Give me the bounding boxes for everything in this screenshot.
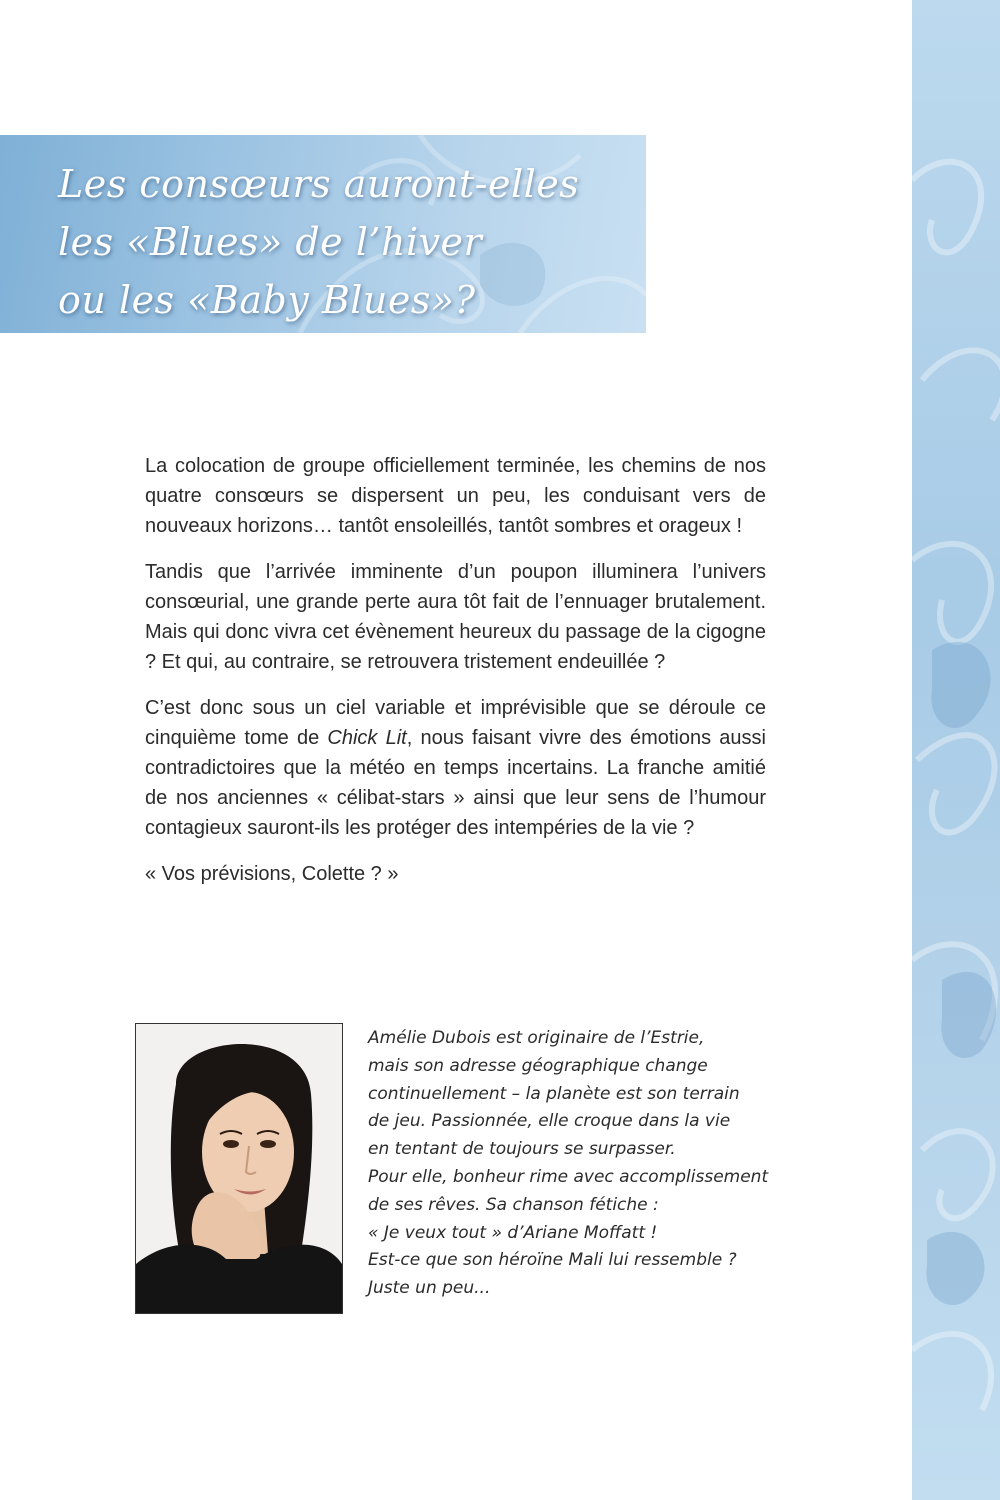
synopsis-quote: « Vos prévisions, Colette ? » [145, 863, 399, 885]
bio-line: mais son adresse géographique change [368, 1055, 708, 1076]
decorative-spine [912, 0, 1000, 1500]
synopsis [145, 451, 766, 905]
synopsis-paragraph [145, 693, 766, 843]
book-title: Chick Lit [327, 727, 407, 749]
bio-line: continuellement – la planète est son terrain [368, 1083, 740, 1104]
title-banner [0, 135, 646, 333]
bio-line: de ses rêves. Sa chanson fétiche : [368, 1194, 659, 1215]
title-line: les «Blues» de l’hiver [58, 220, 483, 264]
bio-line: Amélie Dubois est originaire de l’Estrie, [368, 1028, 705, 1048]
bio-line: « Je veux tout » d’Ariane Moffatt ! [368, 1222, 658, 1243]
synopsis-paragraph: Tandis que l’arrivée imminente d’un poupon illuminera l’univers consœurial, une grande perte aura tôt fait de l’ennuager brutalement. Mais qui donc vivra cet évènement heureux du passage de la cigogne ? Et qui, au contraire, se retrouvera tristement endeuillée ? [145, 561, 766, 673]
paragraph-text: , nous faisant vivre des émotions aussi contradictoires que la météo en temps incertains. La franche amitié de nos anciennes « célibat-stars » ainsi que leur sens de l’humour contagieux sauront-ils les protéger des intempéries de la vie ? [145, 727, 766, 839]
author-portrait-icon [136, 1024, 342, 1313]
author-photo [135, 1023, 343, 1314]
paragraph-text: C’est donc sous un ciel variable et imprévisible que se déroule ce cinquième tome de [145, 697, 766, 749]
bio-line: Juste un peu... [368, 1278, 491, 1299]
bio-line: Est-ce que son héroïne Mali lui ressemble ? [368, 1250, 737, 1271]
title-line: ou les «Baby Blues»? [58, 278, 476, 322]
author-bio [368, 1025, 788, 1303]
title-line: Les consœurs auront-elles [58, 162, 580, 206]
bio-line: en tentant de toujours se surpasser. [368, 1139, 676, 1160]
synopsis-paragraph: La colocation de groupe officiellement terminée, les chemins de nos quatre consœurs se dispersent un peu, les conduisant vers de nouveaux horizons… tantôt ensoleillés, tantôt sombres et orageux ! [145, 455, 766, 537]
bio-line: Pour elle, bonheur rime avec accomplissement [368, 1166, 769, 1187]
swirl-ornament-icon [912, 0, 1000, 1500]
bio-line: de jeu. Passionnée, elle croque dans la vie [368, 1111, 731, 1132]
page-title [58, 155, 638, 329]
